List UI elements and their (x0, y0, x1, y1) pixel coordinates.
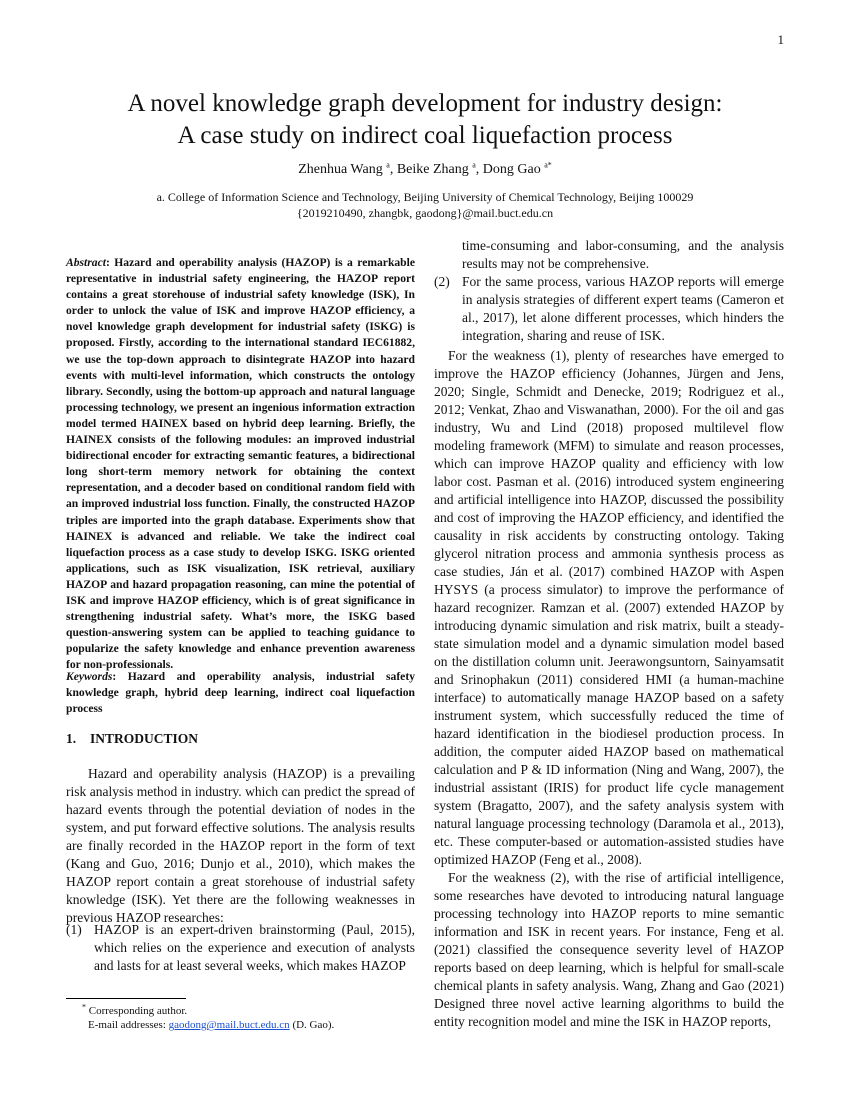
footnote-corresponding-text: Corresponding author. (88, 1005, 188, 1017)
affiliation (0, 189, 850, 221)
paper-title (0, 88, 850, 152)
page-number: 1 (777, 32, 784, 47)
list-item-text: For the same process, various HAZOP reports will emerge in analysis strategies of different expert teams (Cameron et al., 2017), let alone different processes, which hinders the integration, sharing and reuse of ISK. (462, 274, 784, 343)
list-item (66, 921, 415, 981)
list-item-continuation: time-consuming and labor-consuming, and the analysis results may not be comprehensive. (462, 238, 784, 271)
email-label: E-mail addresses: (88, 1019, 166, 1031)
keywords-label: Keywords (66, 670, 113, 683)
list-item-text: HAZOP is an expert-driven brainstorming (Paul, 2015), which relies on the experience and execution of analysts and lasts for at least several weeks, which makes HAZOP (94, 922, 415, 973)
list-item-number: (2) (434, 274, 450, 289)
keywords-text: : Hazard and operability analysis, industrial safety knowledge graph, hybrid deep learning, indirect coal liquefaction process (66, 670, 415, 716)
email-suffix: (D. Gao). (292, 1019, 335, 1031)
title-line-2: A case study on indirect coal liquefaction process (177, 122, 673, 149)
affiliation-emails: {2019210490, zhangbk, gaodong}@mail.buct.edu.cn (296, 206, 554, 220)
footnote-corresponding (82, 1004, 187, 1018)
author-3: Dong Gao (482, 162, 541, 177)
abstract-label: Abstract (66, 256, 106, 269)
right-column-body (434, 347, 784, 1031)
footnote-email (88, 1018, 334, 1032)
footnote-divider (66, 998, 186, 999)
list-item (434, 273, 784, 345)
author-1-affil: a (386, 160, 390, 170)
author-3-affil: a* (544, 160, 552, 170)
author-list: Zhenhua Wang $^a$, Beike Zhang $^a$, Dong Gao $^{a*}$ (298, 160, 552, 177)
body-paragraph: For the weakness (1), plenty of researches have emerged to improve the HAZOP efficiency (Johannes, Jürgen and Jens, 2020; Single, Schmidt and Denecke, 2019; Rodriguez et al., 2012; Venkat, Zhao and Viswanathan, 2000). For the oil and gas industry, Wu and Lind (2018) proposed multilevel flow modeling framework (MFM) to simulate and reason processes, which can improve HAZOP quality and efficiency with low labor cost. Pasman et al. (2016) introduced system engineering and artificial intelligence into HAZOP, discussed the possibility and cost of improving the HAZOP efficiency, and identified the causality in risk accidents by constructing ontology. Taking glycerol nitration process and ammonia synthesis process as case studies, Ján et al. (2017) combined HAZOP with Aspen HYSYS (a process simulator) to improve the performance of hazard recognizer. Ramzan et al. (2007) extended HAZOP by introducing dynamic simulation and risk matrix, built a steady-state simulation model and a dynamic simulation model based on the distillation column unit. Jeerawongsuntorn, Sainyamsatit and Srinophakun (2011) considered HMI (a human-machine interface) to automatically manage HAZOP based on a safety instrument system, which successfully reduced the time of hazard identification in the biodiesel production process. In addition, the computer aided HAZOP based on mathematical calculation and P & ID information (Ning and Wang, 2007), the industrial assistant (IRIS) for product life cycle management system (Bragatto, 2007), and the safety analysis system with natural language processing technology (Daramola et al., 2013), etc. These computer-based or automation-assisted studies have optimized HAZOP (Feng et al., 2008). (434, 348, 784, 867)
email-link[interactable]: gaodong@mail.buct.edu.cn (168, 1019, 290, 1031)
abstract (66, 255, 415, 673)
intro-paragraph: Hazard and operability analysis (HAZOP) is a prevailing risk analysis method in industry. which can predict the spread of hazard events through the potential deviation of nodes in the system, and put forward effective solutions. The analysis results are finally recorded in the HAZOP report in the form of text (Kang and Guo, 2016; Dunjo et al., 2010), which makes the HAZOP report contain a great storehouse of industrial safety knowledge (ISK). Yet there are the following weaknesses in previous HAZOP researches: (66, 766, 415, 925)
author-1: Zhenhua Wang (298, 162, 383, 177)
affiliation-line: a. College of Information Science and Technology, Beijing University of Chemical Technology, Beijing 100029 (156, 190, 694, 204)
keywords (66, 669, 415, 717)
author-2-affil: a (472, 160, 476, 170)
title-line-1: A novel knowledge graph development for industry design: (127, 90, 723, 117)
body-paragraph: For the weakness (2), with the rise of artificial intelligence, some researches have devoted to introducing natural language processing technology into HAZOP reports to mine semantic information and ISK in recent years. For instance, Feng et al. (2021) classified the consequence severity level of HAZOP reports based on deep learning, which is helpful for small-scale chemical plants in safety analysis. Wang, Zhang and Gao (2021) Designed three novel active learning algorithms to build the entity recognition model and mine the ISK in HAZOP reports, (434, 870, 784, 1029)
section-title: INTRODUCTION (90, 731, 199, 746)
list-item-number: (1) (66, 922, 82, 937)
section-heading (66, 731, 415, 747)
author-2: Beike Zhang (396, 162, 469, 177)
abstract-text: : Hazard and operability analysis (HAZOP) is a remarkable representative in industrial safety engineering, the HAZOP report contains a great storehouse of industrial safety knowledge (ISK), In order to unlock the value of ISK and improve HAZOP efficiency, a novel knowledge graph development for industrial safety (ISKG) is proposed. Firstly, according to the international standard IEC61882, we use the top-down approach to disintegrate HAZOP into hazard events with multi-level information, which constructs the ontology library. Secondly, using the bottom-up approach and natural language processing technology, we present an ingenious information extraction model termed HAINEX based on hybrid deep learning. Briefly, the HAINEX consists of the following modules: an improved industrial bidirectional encoder for extracting semantic features, a bidirectional long short-term memory network for obtaining the context representation, and a decoder based on conditional random field with an improved industrial loss function. Finally, the constructed HAZOP triples are imported into the graph database. Experiments show that HAINEX is advanced and reliable. We take the indirect coal liquefaction process as a case study to develop ISKG. ISKG oriented applications, such as ISK visualization, ISK retrieval, auxiliary HAZOP and hazard propagation reasoning, can mine the potential of ISK and improve HAZOP efficiency, which is of great significance in strengthening industrial safety. What’s more, the ISKG based question-answering system can be applied to teaching guidance to popularize the safety knowledge and enhance prevention awareness for non-professionals. (66, 256, 415, 672)
section-number: 1. (66, 731, 77, 746)
footnote-mark: * (82, 1002, 86, 1012)
